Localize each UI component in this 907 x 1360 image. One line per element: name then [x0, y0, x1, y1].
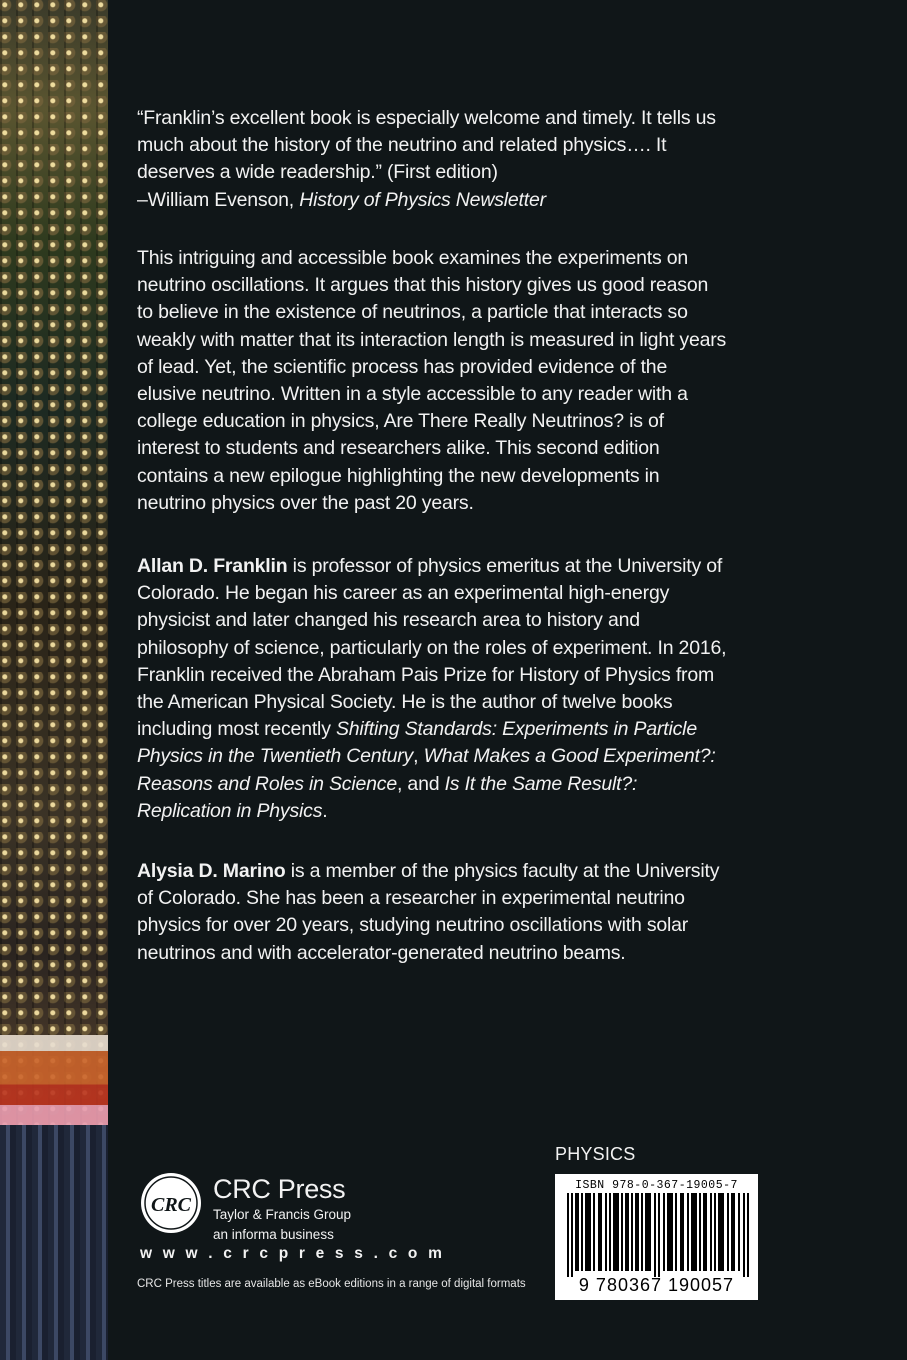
isbn-number: ISBN 978-0-367-19005-7 — [575, 1179, 738, 1192]
publisher-name: CRC Press — [213, 1174, 346, 1204]
quote-attribution — [137, 187, 727, 214]
ebook-availability-note: CRC Press titles are available as eBook editions in a range of digital formats — [137, 1278, 526, 1290]
quote-attribution-source: History of Physics Newsletter — [299, 188, 546, 211]
book-title: Is It the Same Result?: Replication in Physics — [137, 772, 638, 822]
quote-attribution-name: –William Evenson, — [137, 188, 300, 211]
author-bio-franklin — [137, 553, 727, 825]
author-name-franklin: Allan D. Franklin — [137, 555, 288, 577]
author-bio-text: is a member of the physics faculty at the University of Colorado. She has been a researcher in experimental neutrino physics for over 20 years, studying neutrino oscillations with solar neutrinos and with accelerator-generated neutrino beams. — [137, 860, 720, 964]
publisher-website: w w w . c r c p r e s s . c o m — [140, 1245, 446, 1262]
book-description: This intriguing and accessible book examines the experiments on neutrino oscillations. It argues that this history gives us good reason to believe in the existence of neutrinos, a particle that interacts so weakly with matter that its interaction length is measured in light years of lead. Yet, the scientific process has provided evidence of the elusive neutrino. Written in a style accessible to any reader with a college education in physics, Are There Really Neutrinos? is of interest to students and researchers alike. This second edition contains a new epilogue highlighting the new developments in neutrino physics over the past 20 years. — [137, 247, 727, 514]
book-title: What Makes a Good Experiment?: Reasons and Roles in Science — [137, 745, 716, 795]
subject-category: PHYSICS — [555, 1144, 636, 1164]
publisher-group: Taylor & Francis Group — [213, 1207, 352, 1222]
author-bio-text: is professor of physics emeritus at the University of Colorado. He began his career as an experimental high-energy physicist and later changed his research area to history and philosophy of science, particularly on the roles of experiment. In 2016, Franklin received the Abraham Pais Prize for History of Physics from the American Physical Society. He is the author of twelve books including most recently — [137, 555, 727, 741]
quote-text: “Franklin’s excellent book is especially welcome and timely. It tells us much about the history of the neutrino and related physics…. It deserves a wide readership.” (First edition) — [137, 107, 716, 184]
crc-logo-text: CRC — [150, 1194, 192, 1216]
boat-with-workers-image — [0, 1035, 108, 1125]
barcode-bars — [567, 1193, 749, 1277]
book-title: Shifting Standards: Experiments in Particle Physics in the Twentieth Century — [137, 718, 697, 768]
cover-photo-strip — [0, 0, 108, 1360]
publisher-business: an informa business — [213, 1227, 334, 1242]
bio-separator: , — [413, 745, 424, 768]
barcode-digits: 9 780367 190057 — [578, 1275, 735, 1295]
bio-end: . — [322, 799, 328, 822]
bio-separator: , and — [396, 772, 445, 795]
isbn-barcode — [555, 1174, 758, 1300]
endorsement-quote — [137, 105, 727, 214]
author-name-marino: Alysia D. Marino — [137, 860, 286, 882]
author-bio-marino — [137, 858, 727, 967]
water-reflection-image — [0, 1125, 108, 1360]
crc-press-logo — [140, 1172, 202, 1234]
